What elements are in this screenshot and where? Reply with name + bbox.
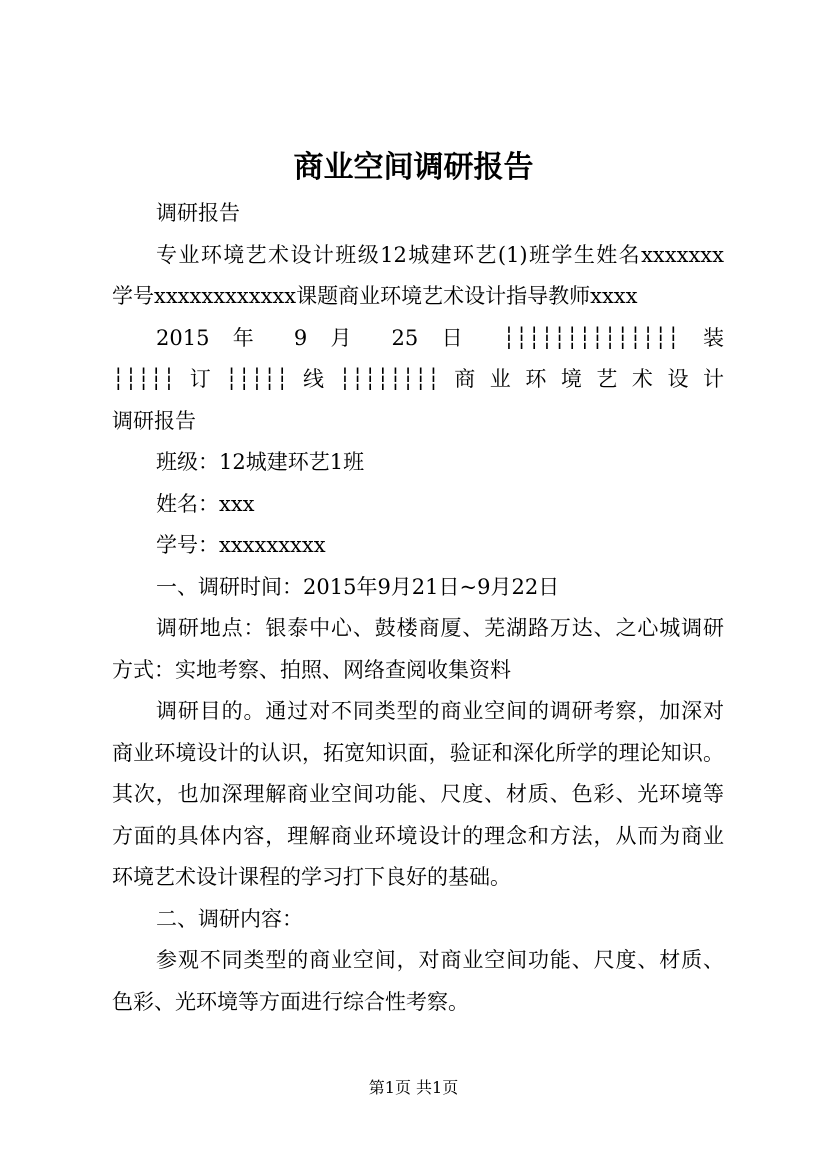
section-heading: 调研报告 xyxy=(156,201,240,225)
binding-line: ┆┆┆┆┆订┆┆┆┆┆线┆┆┆┆┆┆┆┆商业环境艺术设计 xyxy=(112,367,724,391)
research-content-line: 参观不同类型的商业空间，对商业空间功能、尺度、材质、 xyxy=(156,948,724,972)
page-title: 商业空间调研报告 xyxy=(293,150,534,185)
research-location: 调研地点：银泰中心、鼓楼商厦、芜湖路万达、之心城调研 xyxy=(156,616,724,640)
document-body xyxy=(112,193,724,1023)
report-subtitle: 调研报告 xyxy=(112,408,196,433)
research-purpose-line: 调研目的。通过对不同类型的商业空间的调研考察，加深对 xyxy=(156,699,724,723)
research-time: 一、调研时间：2015年9月21日~9月22日 xyxy=(156,574,560,599)
class-field: 班级：12城建环艺1班 xyxy=(156,450,365,474)
research-content-heading: 二、调研内容： xyxy=(156,906,303,931)
student-id-field: 学号：xxxxxxxxx xyxy=(156,533,326,557)
research-purpose-line: 其次，也加深理解商业空间功能、尺度、材质、色彩、光环境等 xyxy=(112,782,724,806)
research-content-line: 色彩、光环境等方面进行综合性考察。 xyxy=(112,989,469,1014)
info-line-student-id: 学号xxxxxxxxxxxx课题商业环境艺术设计指导教师xxxx xyxy=(112,284,638,308)
date-binding-line: 2015 年 9 月 25 日 ┆┆┆┆┆┆┆┆┆┆┆┆┆┆ 装 xyxy=(156,325,724,350)
research-method: 方式：实地考察、拍照、网络查阅收集资料 xyxy=(112,657,511,682)
page-number: 第1页 共1页 xyxy=(368,1078,459,1097)
research-purpose-line: 环境艺术设计课程的学习打下良好的基础。 xyxy=(112,865,511,889)
info-line-major-class: 专业环境艺术设计班级12城建环艺(1)班学生姓名xxxxxxx xyxy=(156,242,724,267)
name-field: 姓名：xxx xyxy=(156,491,255,516)
research-purpose-line: 商业环境设计的认识，拓宽知识面，验证和深化所学的理论知识。 xyxy=(112,740,724,765)
research-purpose-line: 方面的具体内容，理解商业环境设计的理念和方法，从而为商业 xyxy=(112,823,724,848)
